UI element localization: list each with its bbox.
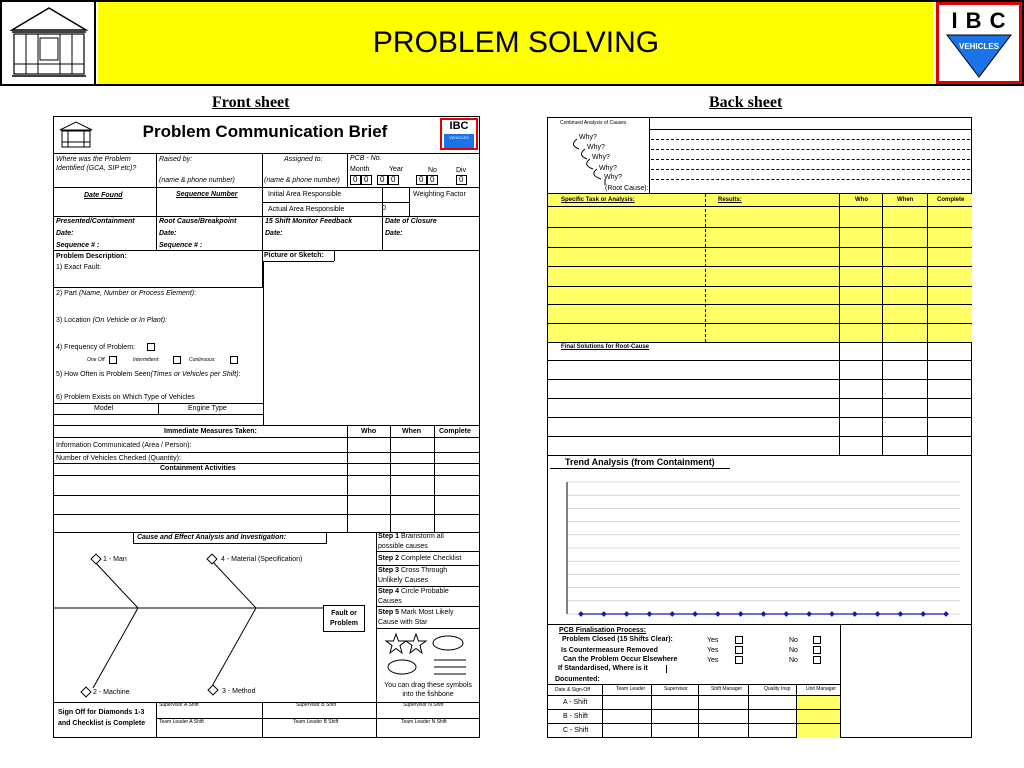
line	[53, 495, 480, 496]
line	[547, 455, 972, 456]
date-of-closure-label: Date of Closure	[385, 218, 437, 225]
when-label: When	[897, 197, 914, 203]
information-communicated-label: Information Communicated (Area / Person):	[56, 442, 192, 449]
page-title: PROBLEM SOLVING	[372, 26, 660, 59]
pcb-digit: 0	[364, 175, 369, 184]
div-label: Div	[456, 167, 467, 174]
drag-symbols-label-1: You can drag these symbols	[384, 682, 472, 689]
man-label: 1 - Man	[103, 556, 127, 563]
sequence-number-label: Sequence Number	[176, 191, 238, 198]
assigned-to-label: Assigned to:	[284, 156, 323, 163]
task-table-bg	[839, 194, 972, 342]
front-title: Problem Communication Brief	[142, 122, 388, 141]
intermittent-checkbox[interactable]	[173, 356, 181, 364]
dashed-line	[651, 139, 970, 140]
model-label: Model	[94, 405, 114, 412]
problem-label: Problem	[329, 620, 358, 627]
logo-letters: I B C	[951, 8, 1007, 33]
step2-label	[378, 555, 461, 562]
who-label: Who	[361, 428, 377, 435]
line	[376, 586, 480, 587]
line	[547, 360, 972, 361]
occur-elsewhere-label: Can the Problem Occur Elsewhere	[563, 656, 678, 663]
assigned-to-sub: (name & phone number)	[264, 177, 340, 184]
data-point	[761, 611, 767, 617]
part-label-c: :	[194, 290, 197, 297]
location-label	[56, 317, 167, 324]
line	[376, 606, 480, 607]
how-often-label	[56, 371, 240, 378]
line	[156, 153, 157, 187]
task-table-bg	[548, 194, 839, 342]
data-point	[624, 611, 630, 617]
results-label: Results:	[718, 197, 742, 203]
line	[547, 695, 841, 696]
supervisor-label: Supervisor	[664, 686, 688, 692]
line	[334, 250, 335, 261]
actual-area-label: Actual Area Responsible	[268, 206, 345, 213]
line	[156, 187, 157, 251]
line	[158, 403, 159, 414]
continuous-label: Continuous:	[189, 357, 216, 363]
fault-label: Fault or	[331, 610, 357, 617]
data-point	[806, 611, 812, 617]
line	[698, 684, 699, 738]
continued-analysis-label: Continued Analysis of Causes	[560, 120, 627, 126]
step2-b: Complete Checklist	[399, 555, 462, 562]
ellipse-icon	[433, 636, 463, 650]
front-house-icon	[56, 120, 96, 150]
supervisor-b-label: Supervisor B Shift	[296, 702, 337, 708]
monitor-feedback-label: 15 Shift Monitor Feedback	[265, 218, 353, 225]
date-label: Date:	[385, 230, 403, 237]
line	[376, 565, 480, 566]
intermittent-label: Intermittent:	[133, 357, 160, 363]
step1-label	[378, 533, 444, 540]
line	[547, 227, 972, 228]
step2-a: Step 2	[378, 555, 400, 562]
date-label: Date:	[265, 230, 283, 237]
line	[53, 414, 263, 415]
drag-symbols[interactable]	[376, 630, 480, 680]
team-leader-label: Team Leader	[616, 686, 646, 692]
line	[882, 194, 883, 455]
raised-by-label: Raised by:	[159, 156, 193, 163]
dashed-line	[651, 149, 970, 150]
yes-label: Yes	[707, 637, 719, 644]
why-label: Why?	[587, 144, 605, 151]
line	[263, 261, 264, 426]
c-shift-label: C - Shift	[563, 727, 589, 734]
line	[53, 452, 480, 453]
documented-label: Documented:	[555, 676, 600, 683]
how-often-c: :	[238, 371, 241, 378]
exact-fault-label: 1) Exact Fault:	[56, 264, 102, 271]
removed-no-checkbox[interactable]	[813, 646, 821, 654]
yes-label: Yes	[707, 647, 719, 654]
how-often-b: (Times or Vehicles per Shift)	[150, 371, 239, 378]
date-label: Date:	[159, 230, 177, 237]
initial-area-label: Initial Area Responsible	[268, 191, 342, 198]
b-shift-label: B - Shift	[563, 713, 588, 720]
line	[262, 261, 334, 262]
cause-effect-label: Cause and Effect Analysis and Investigation:	[137, 534, 286, 541]
data-point	[852, 611, 858, 617]
back-sheet-label: Back sheet	[709, 94, 783, 111]
line	[547, 723, 841, 724]
specific-task-label: Specific Task or Analysis:	[561, 197, 635, 203]
yes-label: Yes	[707, 657, 719, 664]
data-point	[829, 611, 835, 617]
line	[927, 194, 928, 455]
sequence-no-label: Sequence # :	[159, 242, 203, 249]
team-leader-a-label: Team Leader A Shift	[159, 719, 204, 725]
line	[839, 194, 840, 455]
step3-c: Unlikely Causes	[378, 577, 429, 584]
a-shift-label: A - Shift	[563, 699, 588, 706]
step4-label	[378, 588, 449, 595]
line	[53, 153, 480, 154]
closed-yes-checkbox[interactable]	[735, 636, 743, 644]
line	[53, 425, 480, 426]
pcb-finalisation-label: PCB Finalisation Process:	[559, 627, 647, 634]
step3-b: Cross Through	[399, 567, 448, 574]
data-point	[783, 611, 789, 617]
location-label-b: (On Vehicle or In Plant):	[92, 317, 168, 324]
vehicles-checked-label: Number of Vehicles Checked (Quantity):	[56, 455, 181, 462]
line	[840, 624, 841, 738]
front-ibc-logo	[440, 118, 478, 150]
sequence-no-label: Sequence # :	[56, 242, 100, 249]
line	[409, 187, 410, 217]
step4-c: Causes	[378, 598, 402, 605]
data-point	[715, 611, 721, 617]
engine-type-label: Engine Type	[188, 405, 227, 412]
data-point	[943, 611, 949, 617]
frequency-checkbox[interactable]	[147, 343, 155, 351]
material-label: 4 - Material (Specification)	[221, 556, 303, 563]
line	[547, 266, 972, 267]
who-label: Who	[855, 197, 868, 203]
line	[53, 287, 263, 288]
date-signoff-label: Date & Sign-Off	[555, 687, 590, 693]
one-off-label: One Off	[87, 357, 105, 363]
continuous-checkbox[interactable]	[230, 356, 238, 364]
data-point	[898, 611, 904, 617]
line	[382, 187, 383, 251]
where-label-2: Identified (GCA, SIP etc)?	[56, 165, 137, 172]
one-off-checkbox[interactable]	[109, 356, 117, 364]
dashed-line	[705, 194, 706, 342]
data-point	[875, 611, 881, 617]
immediate-measures-label: Immediate Measures Taken:	[164, 428, 257, 435]
line	[53, 250, 480, 251]
pcb-no-label: PCB - No.	[350, 155, 382, 162]
team-leader-b-label: Team Leader B Shift	[293, 719, 339, 725]
line	[53, 437, 480, 438]
step5-label	[378, 609, 453, 616]
line	[547, 709, 841, 710]
trend-analysis-label: Trend Analysis (from Containment)	[565, 457, 715, 467]
data-point	[692, 611, 698, 617]
pcb-digit: 0	[430, 175, 435, 184]
final-solutions-label: Final Solutions for Root-Cause	[561, 344, 649, 350]
data-point	[920, 611, 926, 617]
dashed-line	[651, 169, 970, 170]
standardised-label: If Standardised, Where is it	[558, 665, 648, 672]
location-label-a: 3) Location	[56, 317, 93, 324]
containment-activities-label: Containment Activities	[160, 465, 236, 472]
why-label: Why?	[599, 165, 617, 172]
no-label: No	[789, 657, 798, 664]
step4-a: Step 4	[378, 588, 400, 595]
data-point	[738, 611, 744, 617]
step4-b: Circle Probable	[399, 588, 449, 595]
line	[547, 286, 972, 287]
line	[550, 468, 730, 469]
part-label-a: 2) Part	[56, 290, 79, 297]
machine-label: 2 - Machine	[93, 689, 130, 696]
vehicle-types-label: 6) Problem Exists on Which Type of Vehicles	[56, 394, 195, 401]
line	[547, 304, 972, 305]
line	[376, 702, 377, 738]
method-label: 3 - Method	[222, 688, 256, 695]
drag-symbols-label-2: into the fishbone	[402, 691, 454, 698]
no-label: No	[428, 167, 437, 174]
countermeasure-removed-label: Is Countermeasure Removed	[561, 647, 658, 654]
ellipse-icon	[388, 660, 416, 674]
date-label: Date:	[56, 230, 74, 237]
line	[547, 624, 972, 625]
signoff-label-1: Sign Off for Diamonds 1-3	[58, 709, 145, 716]
pcb-digit: 0	[391, 175, 396, 184]
pcb-digit: 0	[353, 175, 358, 184]
part-label-b: (Name, Number or Process Element)	[78, 290, 195, 297]
data-point	[647, 611, 653, 617]
picture-sketch-label: Picture or Sketch:	[264, 252, 324, 259]
line	[376, 551, 480, 552]
line	[547, 417, 972, 418]
line	[547, 342, 972, 343]
closed-no-checkbox[interactable]	[813, 636, 821, 644]
step3-a: Step 3	[378, 567, 400, 574]
dashed-line	[651, 179, 970, 180]
line	[347, 425, 348, 532]
line	[547, 379, 972, 380]
no-label: No	[789, 637, 798, 644]
complete-label: Complete	[937, 197, 965, 203]
logo-band: VEHICLES	[958, 42, 999, 51]
unit-manager-cells-bg	[796, 695, 840, 738]
dashed-line	[651, 159, 970, 160]
line	[796, 684, 797, 738]
ibc-logo	[936, 2, 1022, 84]
pcb-digit-boxes	[350, 175, 474, 185]
signoff-label-2: and Checklist is Complete	[58, 720, 146, 727]
line	[434, 425, 435, 532]
shift-manager-label: Shift Manager	[711, 686, 743, 692]
raised-by-sub: (name & phone number)	[159, 177, 235, 184]
line	[376, 628, 480, 629]
header-house-icon	[2, 2, 96, 84]
root-cause-label: Root Cause/Breakpoint	[159, 218, 237, 225]
data-point	[578, 611, 584, 617]
problem-description-label: Problem Description:	[56, 253, 127, 260]
complete-label: Complete	[439, 428, 471, 435]
frequency-label: 4) Frequency of Problem:	[56, 344, 135, 351]
part-label	[56, 290, 196, 297]
why-label: Why?	[579, 134, 597, 141]
no-label: No	[789, 647, 798, 654]
when-label: When	[402, 428, 422, 435]
line	[666, 665, 667, 673]
actual-area-value: 0	[382, 205, 386, 212]
pcb-digit: 0	[380, 175, 385, 184]
step1-c: possible causes	[378, 543, 428, 550]
line	[651, 684, 652, 738]
line	[53, 216, 480, 217]
line	[547, 436, 972, 437]
line	[547, 206, 972, 207]
team-leader-n-label: Team Leader N Shift	[401, 719, 447, 725]
problem-closed-label: Problem Closed (15 Shifts Clear):	[562, 636, 673, 643]
how-often-a: 5) How Often is Problem Seen	[56, 371, 151, 378]
line	[547, 398, 972, 399]
data-point	[601, 611, 607, 617]
supervisor-n-label: Supervisor N Shift	[403, 702, 444, 708]
trend-chart	[565, 478, 965, 618]
star-icon	[406, 634, 426, 653]
root-cause-label: (Root Cause):	[605, 185, 649, 192]
line	[53, 187, 480, 188]
line	[156, 702, 157, 738]
elsewhere-yes-checkbox[interactable]	[735, 656, 743, 664]
line	[53, 475, 480, 476]
removed-yes-checkbox[interactable]	[735, 646, 743, 654]
line	[390, 425, 391, 532]
front-logo-band-text: VEHICLES	[449, 135, 469, 140]
date-found-label: Date Found	[84, 192, 123, 199]
why-label: Why?	[604, 174, 622, 181]
line	[262, 202, 409, 203]
weighting-factor-label: Weighting Factor	[413, 191, 466, 198]
step5-b: Mark Most Likely	[399, 609, 454, 616]
data-point	[669, 611, 675, 617]
why-label: Why?	[592, 154, 610, 161]
step5-c: Cause with Star	[378, 619, 428, 626]
line	[347, 153, 348, 187]
quality-insp-label: Quality Insp	[764, 686, 791, 692]
month-label: Month	[350, 166, 370, 173]
step1-a: Step 1	[378, 533, 400, 540]
line	[262, 702, 263, 738]
line	[547, 247, 972, 248]
where-label: Where was the Problem	[56, 156, 131, 163]
front-sheet-label: Front sheet	[212, 94, 290, 111]
line	[602, 684, 603, 738]
star-icon	[386, 634, 406, 653]
presented-containment-label: Presented/Containment	[56, 218, 135, 225]
elsewhere-no-checkbox[interactable]	[813, 656, 821, 664]
pcb-digit: 0	[459, 175, 464, 184]
step5-a: Step 5	[378, 609, 400, 616]
line	[547, 323, 972, 324]
front-logo-text: IBC	[449, 120, 469, 132]
step1-b: Brainstorm all	[399, 533, 444, 540]
line	[53, 463, 480, 464]
unit-manager-label: Unit Manager	[806, 686, 837, 692]
line	[748, 684, 749, 738]
pcb-digit: 0	[419, 175, 424, 184]
line	[649, 129, 972, 130]
supervisor-a-label: Supervisor A Shift	[159, 702, 199, 708]
line	[53, 514, 480, 515]
year-label: Year	[389, 166, 404, 173]
step3-label	[378, 567, 447, 574]
